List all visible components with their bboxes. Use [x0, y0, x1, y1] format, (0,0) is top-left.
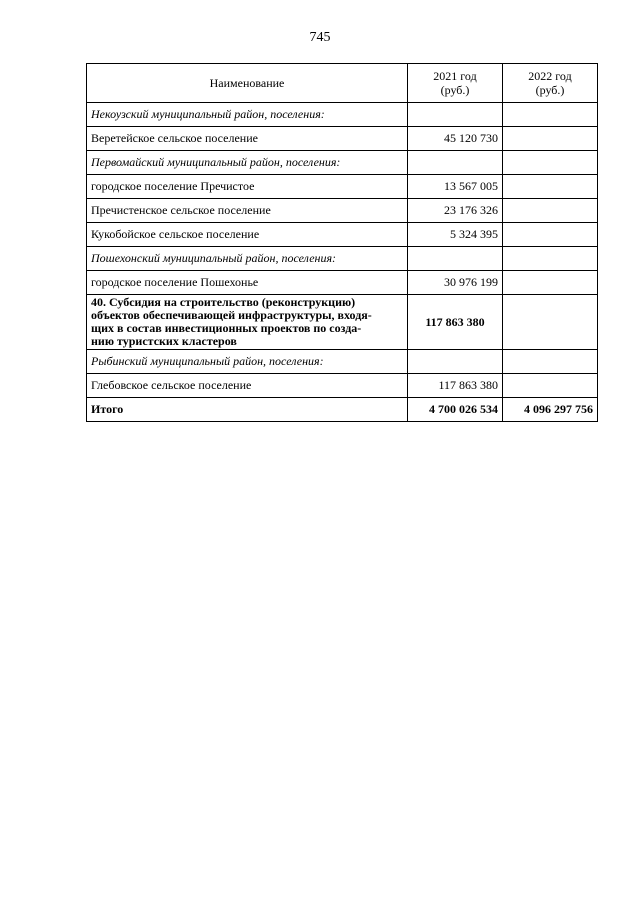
subsidy-title-line: 40. Субсидия на строительство (реконструкцию) [91, 295, 356, 309]
header-2021-year: 2021 год [433, 69, 477, 83]
settlement-name: Глебовское сельское поселение [87, 374, 408, 398]
table-row-total [87, 398, 598, 422]
header-name: Наименование [87, 64, 408, 103]
settlement-name: городское поселение Пошехонье [87, 271, 408, 295]
table-row [87, 127, 598, 151]
value-2021: 13 567 005 [408, 175, 503, 199]
total-2022: 4 096 297 756 [503, 398, 598, 422]
value-2022 [503, 223, 598, 247]
value-2021: 30 976 199 [408, 271, 503, 295]
district-name: Рыбинский муниципальный район, поселения: [87, 350, 408, 374]
value-2022 [503, 271, 598, 295]
district-name: Пошехонский муниципальный район, поселения: [87, 247, 408, 271]
value-2022 [503, 295, 598, 350]
subsidy-title [87, 295, 408, 350]
value-2022 [503, 350, 598, 374]
page-number: 745 [309, 30, 331, 45]
table-row [87, 350, 598, 374]
table-row-subsidy [87, 295, 598, 350]
settlement-name: Веретейское сельское поселение [87, 127, 408, 151]
value-2021 [408, 151, 503, 175]
value-2022 [503, 175, 598, 199]
header-2021 [408, 64, 503, 103]
settlement-name: Кукобойское сельское поселение [87, 223, 408, 247]
value-2022 [503, 151, 598, 175]
value-2022 [503, 127, 598, 151]
subsidy-title-line: объектов обеспечивающей инфраструктуры, входя- [91, 308, 372, 322]
table-header-row [87, 64, 598, 103]
value-2021 [408, 350, 503, 374]
value-2022 [503, 374, 598, 398]
value-2021: 23 176 326 [408, 199, 503, 223]
value-2022 [503, 247, 598, 271]
table-row [87, 247, 598, 271]
header-2021-unit: (руб.) [440, 83, 470, 97]
value-2021 [408, 103, 503, 127]
district-name: Некоузский муниципальный район, поселения: [87, 103, 408, 127]
table-row [87, 223, 598, 247]
table-row [87, 103, 598, 127]
header-2022-unit: (руб.) [535, 83, 565, 97]
value-2021: 117 863 380 [408, 374, 503, 398]
subsidy-title-line: щих в состав инвестиционных проектов по созда- [91, 321, 362, 335]
district-name: Первомайский муниципальный район, поселения: [87, 151, 408, 175]
settlement-name: городское поселение Пречистое [87, 175, 408, 199]
table-row [87, 199, 598, 223]
settlement-name: Пречистенское сельское поселение [87, 199, 408, 223]
table-row [87, 175, 598, 199]
subsidy-title-line: нию туристских кластеров [91, 334, 237, 348]
value-2022 [503, 199, 598, 223]
budget-table [86, 63, 598, 422]
value-2021 [408, 247, 503, 271]
total-label: Итого [87, 398, 408, 422]
total-2021: 4 700 026 534 [408, 398, 503, 422]
table-row [87, 271, 598, 295]
value-2021: 117 863 380 [408, 295, 503, 350]
value-2021: 5 324 395 [408, 223, 503, 247]
table-row [87, 151, 598, 175]
value-2022 [503, 103, 598, 127]
header-2022-year: 2022 год [528, 69, 572, 83]
table-row [87, 374, 598, 398]
header-2022 [503, 64, 598, 103]
value-2021: 45 120 730 [408, 127, 503, 151]
